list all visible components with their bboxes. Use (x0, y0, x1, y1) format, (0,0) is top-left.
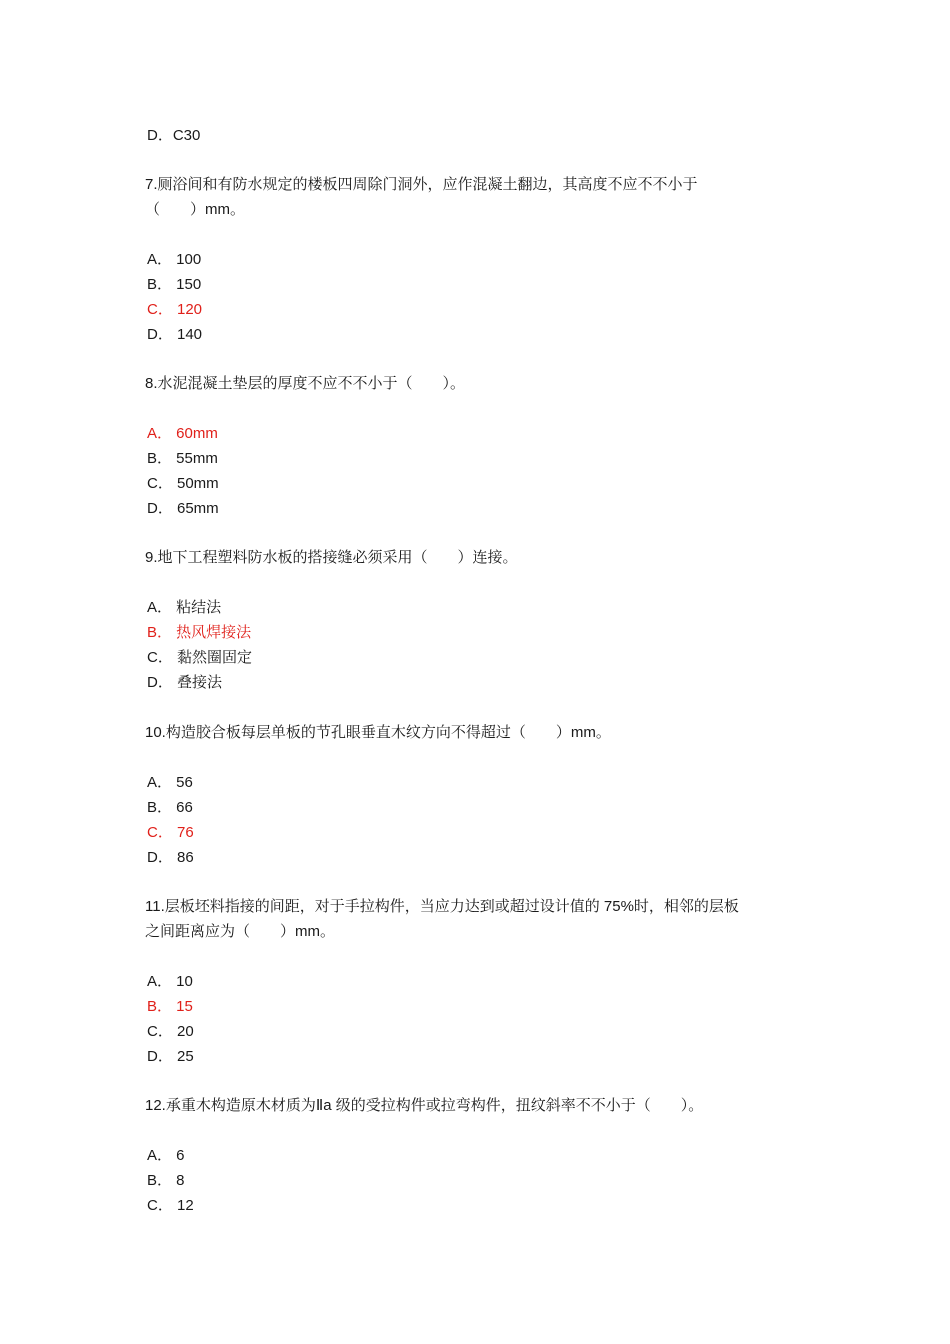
question-11-stem-line-1: 11.层板坯料指接的间距，对于手拉构件，当应力达到或超过设计值的 75%时，相邻的层板 (145, 898, 739, 915)
question-8-option-d: D． 65mm (147, 500, 219, 517)
question-9-option-d: D． 叠接法 (147, 674, 223, 691)
question-8-option-b: B． 55mm (147, 450, 218, 467)
question-10-option-c-correct: C． 76 (147, 824, 194, 841)
question-7-option-d: D． 140 (147, 326, 203, 343)
option-trailing: D．C30 (147, 127, 201, 144)
question-11-stem-line-2: 之间距离应为（ ）mm。 (145, 923, 335, 940)
question-7-option-a: A． 100 (147, 251, 202, 268)
question-10-option-b: B． 66 (147, 799, 193, 816)
question-12-option-b: B． 8 (147, 1172, 185, 1189)
question-9-option-b-correct: B． 热风焊接法 (147, 624, 252, 641)
question-8-option-a-correct: A． 60mm (147, 425, 218, 442)
question-8-option-c: C． 50mm (147, 475, 219, 492)
question-9-option-a: A． 粘结法 (147, 599, 222, 616)
question-12-option-c: C． 12 (147, 1197, 194, 1214)
question-11-option-d: D． 25 (147, 1048, 194, 1065)
question-10-option-d: D． 86 (147, 849, 194, 866)
question-12-stem-line-1: 12.承重木构造原木材质为Ⅱa 级的受拉构件或拉弯构件，扭纹斜率不不小于（ ）。 (145, 1097, 704, 1114)
question-7-option-c-correct: C． 120 (147, 301, 203, 318)
question-7-stem-line-1: 7.厕浴间和有防水规定的楼板四周除门洞外，应作混凝土翻边，其高度不应不不小于 (145, 176, 698, 193)
question-9-option-c: C． 黏然圈固定 (147, 649, 253, 666)
question-8-stem-line-1: 8.水泥混凝土垫层的厚度不应不不小于（ ）。 (145, 375, 466, 392)
question-7-stem-line-2: （ ）mm。 (145, 201, 245, 218)
question-10-option-a: A． 56 (147, 774, 193, 791)
question-10-stem-line-1: 10.构造胶合板每层单板的节孔眼垂直木纹方向不得超过（ ）mm。 (145, 724, 611, 741)
question-11-option-c: C． 20 (147, 1023, 194, 1040)
question-12-option-a: A． 6 (147, 1147, 185, 1164)
question-11-option-a: A． 10 (147, 973, 193, 990)
question-7-option-b: B． 150 (147, 276, 202, 293)
question-11-option-b-correct: B． 15 (147, 998, 193, 1015)
question-9-stem-line-1: 9.地下工程塑料防水板的搭接缝必须采用（ ）连接。 (145, 549, 518, 566)
